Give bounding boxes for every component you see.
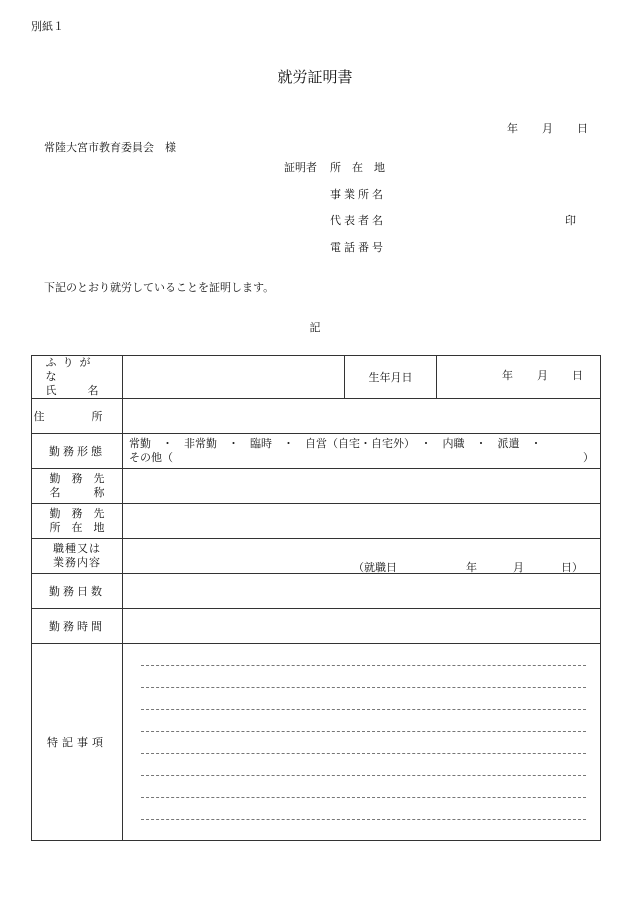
issue-year-label: 年 xyxy=(507,122,518,135)
workplace-address-label-line2: 所 在 地 xyxy=(49,521,105,534)
employment-options-text: 常勤 ・ 非常勤 ・ 臨時 ・ 自営（自宅・自宅外） ・ 内職 ・ 派遣 ・ xyxy=(129,437,542,450)
address-input[interactable] xyxy=(123,399,601,434)
notes-line xyxy=(141,731,586,732)
certifier-prefix: 証明者 xyxy=(284,161,317,174)
notes-area[interactable] xyxy=(123,644,601,841)
birth-year-label: 年 xyxy=(502,369,513,382)
row-job xyxy=(32,539,601,574)
issue-month-label: 月 xyxy=(542,122,553,135)
certifier-office-label: 事業所名 xyxy=(330,188,386,201)
start-date-open: （就職日 xyxy=(353,561,397,574)
document-title: 就労証明書 xyxy=(277,68,353,86)
issue-day-label: 日 xyxy=(577,122,588,135)
certifier-phone-label: 電話番号 xyxy=(330,241,386,254)
certifier-representative-label: 代表者名 xyxy=(330,214,386,227)
job-label-line2: 業務内容 xyxy=(53,556,101,569)
work-hours-label: 勤務時間 xyxy=(32,609,123,644)
certificate-table xyxy=(31,355,601,841)
job-label xyxy=(32,539,123,574)
employment-type-label: 勤務形態 xyxy=(32,434,123,469)
ki-heading: 記 xyxy=(309,321,321,334)
workplace-name-label-line1: 勤 務 先 xyxy=(49,472,105,485)
start-day-label: 日） xyxy=(561,561,583,574)
birth-day-label: 日 xyxy=(572,369,583,382)
name-label: 氏 名 xyxy=(45,384,109,397)
workplace-address-label-line1: 勤 務 先 xyxy=(49,507,105,520)
workplace-address-input[interactable] xyxy=(123,504,601,539)
seal-mark: 印 xyxy=(565,214,576,227)
row-notes xyxy=(32,644,601,841)
row-name xyxy=(32,356,601,399)
work-days-label: 勤務日数 xyxy=(32,574,123,609)
birthdate-label: 生年月日 xyxy=(345,356,437,399)
notes-line xyxy=(141,709,586,710)
job-input[interactable] xyxy=(123,539,601,574)
row-work-hours xyxy=(32,609,601,644)
work-days-input[interactable] xyxy=(123,574,601,609)
address-label: 住 所 xyxy=(32,399,123,434)
job-label-line1: 職種又は xyxy=(53,542,101,555)
notes-line xyxy=(141,819,586,820)
name-label-cell xyxy=(32,356,123,399)
notes-line xyxy=(141,775,586,776)
workplace-address-label xyxy=(32,504,123,539)
employment-type-options[interactable] xyxy=(123,434,601,469)
birth-month-label: 月 xyxy=(537,369,548,382)
birthdate-input[interactable] xyxy=(437,356,601,399)
notes-line xyxy=(141,687,586,688)
start-year-label: 年 xyxy=(466,561,477,574)
row-employment-type xyxy=(32,434,601,469)
notes-label: 特記事項 xyxy=(32,644,123,841)
notes-line xyxy=(141,753,586,754)
furigana-label: ふりがな xyxy=(45,356,97,383)
addressee: 常陸大宮市教育委員会 様 xyxy=(44,141,176,154)
workplace-name-input[interactable] xyxy=(123,469,601,504)
employment-other-close: ） xyxy=(583,451,594,464)
workplace-name-label xyxy=(32,469,123,504)
attachment-label: 別紙１ xyxy=(31,20,64,33)
row-workplace-address xyxy=(32,504,601,539)
employment-other-open: その他（ xyxy=(129,451,173,464)
start-month-label: 月 xyxy=(513,561,524,574)
certification-statement: 下記のとおり就労していることを証明します。 xyxy=(44,281,275,294)
workplace-name-label-line2: 名 称 xyxy=(49,486,105,499)
name-input[interactable] xyxy=(123,356,345,399)
work-hours-input[interactable] xyxy=(123,609,601,644)
row-work-days xyxy=(32,574,601,609)
certifier-location-label: 所 在 地 xyxy=(330,161,385,174)
notes-line xyxy=(141,797,586,798)
row-address xyxy=(32,399,601,434)
row-workplace-name xyxy=(32,469,601,504)
notes-line xyxy=(141,665,586,666)
